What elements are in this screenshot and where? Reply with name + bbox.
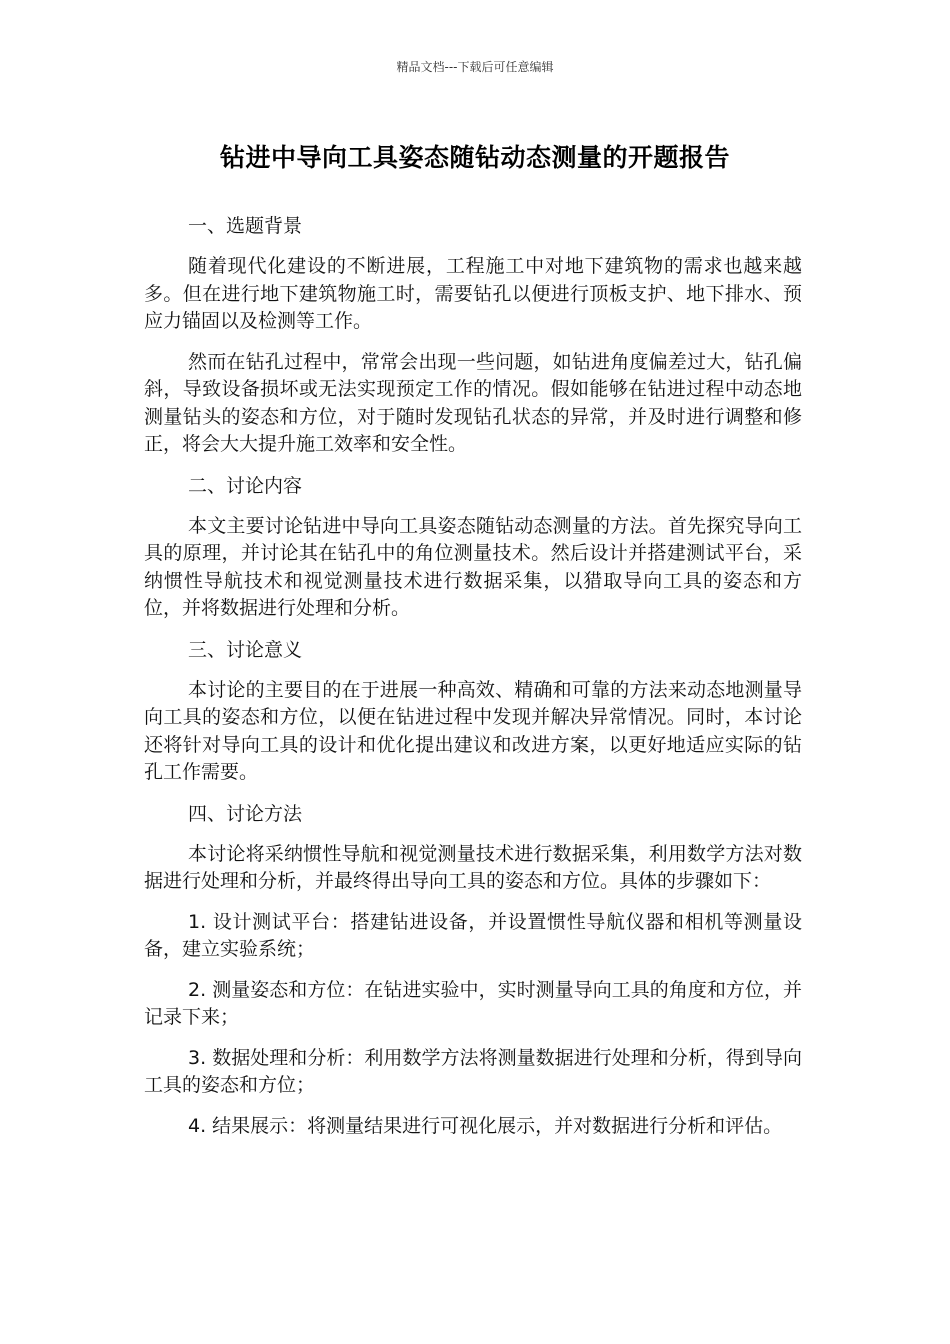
paragraph: 随着现代化建设的不断进展，工程施工中对地下建筑物的需求也越来越多。但在进行地下建筑物施工时，需要钻孔以便进行顶板支护、地下排水、预应力锚固以及检测等工作。 — [144, 255, 802, 332]
list-item-step-4: 4. 结果展示：将测量结果进行可视化展示，并对数据进行分析和评估。 — [188, 1114, 783, 1137]
section-heading-significance: 三、讨论意义 — [188, 638, 303, 661]
section-heading-background: 一、选题背景 — [188, 215, 303, 237]
list-item-step-3: 3. 数据处理和分析：利用数学方法将测量数据进行处理和分析，得到导向工具的姿态和方位； — [144, 1046, 802, 1096]
section-heading-method: 四、讨论方法 — [188, 802, 303, 825]
header-note: 精品文档---下载后可任意编辑 — [396, 60, 554, 74]
document-title: 钻进中导向工具姿态随钻动态测量的开题报告 — [219, 143, 730, 172]
paragraph: 然而在钻孔过程中，常常会出现一些问题，如钻进角度偏差过大，钻孔偏斜，导致设备损坏或无法实现预定工作的情况。假如能够在钻进过程中动态地测量钻头的姿态和方位，对于随时发现钻孔状态的异常，并及时进行调整和修正，将会大大提升施工效率和安全性。 — [144, 350, 802, 455]
list-item-step-1: 1. 设计测试平台：搭建钻进设备，并设置惯性导航仪器和相机等测量设备，建立实验系统； — [144, 910, 802, 960]
paragraph: 本文主要讨论钻进中导向工具姿态随钻动态测量的方法。首先探究导向工具的原理，并讨论其在钻孔中的角位测量技术。然后设计并搭建测试平台，采纳惯性导航技术和视觉测量技术进行数据采集，以猎取导向工具的姿态和方位，并将数据进行处理和分析。 — [144, 514, 802, 619]
document-body — [144, 212, 802, 1153]
paragraph: 本讨论的主要目的在于进展一种高效、精确和可靠的方法来动态地测量导向工具的姿态和方位，以便在钻进过程中发现并解决异常情况。同时，本讨论还将针对导向工具的设计和优化提出建议和改进方案，以更好地适应实际的钻孔工作需要。 — [144, 678, 802, 783]
list-item-step-2: 2. 测量姿态和方位：在钻进实验中，实时测量导向工具的角度和方位，并记录下来； — [144, 978, 802, 1028]
section-heading-content: 二、讨论内容 — [188, 474, 303, 497]
paragraph: 本讨论将采纳惯性导航和视觉测量技术进行数据采集，利用数学方法对数据进行处理和分析，并最终得出导向工具的姿态和方位。具体的步骤如下： — [144, 842, 802, 892]
